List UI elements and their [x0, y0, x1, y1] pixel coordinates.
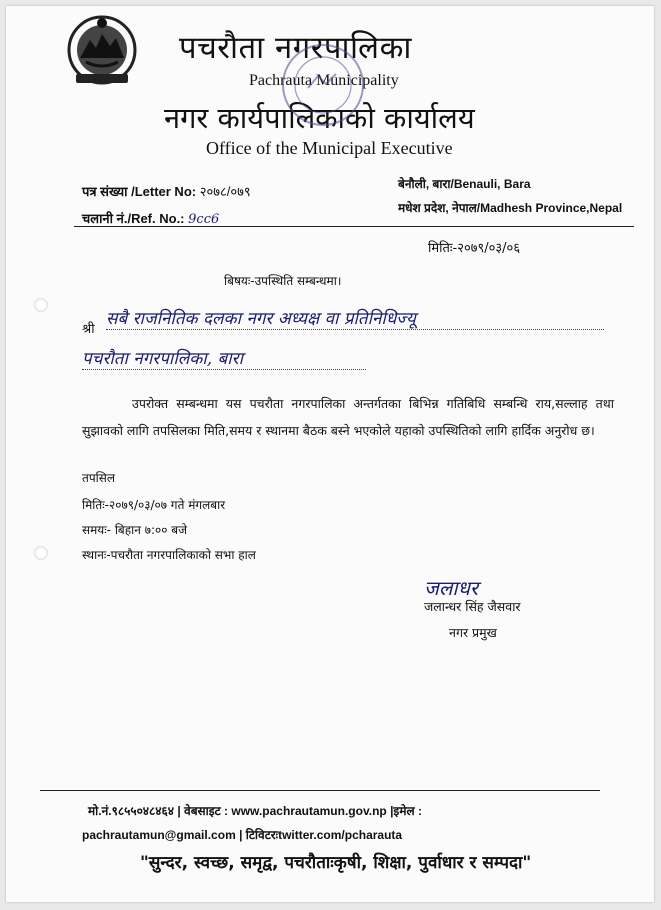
- reference-number-label: चलानी नं./Ref. No.:: [82, 211, 185, 226]
- letter-number: [82, 182, 251, 200]
- details-heading: तपसिल: [82, 471, 116, 485]
- letter-body: उपरोक्त सम्बन्धमा यस पचरौता नगरपालिका अन्तर्गतका बिभिन्न गतिबिधि सम्बन्धि राय,सल्लाह तथा सुझावको लागि तपसिलका मिति,समय र स्थानमा बैठक बस्ने भएकोले यहाको उपस्थितिको लागि हार्दिक अनुरोध छ।: [82, 396, 614, 438]
- meeting-date: मितिः-२०७९/०३/०७ गते मंगलबार: [82, 498, 226, 512]
- address-line-1: बेनौली, बारा/Benauli, Bara: [398, 177, 531, 191]
- handwritten-signature: जलाधर: [424, 576, 479, 600]
- letter-number-label: पत्र संख्या /Letter No:: [82, 184, 197, 199]
- municipality-title-en: Pachrauta Municipality: [249, 72, 399, 89]
- footer-divider: [40, 790, 600, 791]
- recipient-line-1: सबै राजनितिक दलका नगर अध्यक्ष वा प्रतिनिधिज्यू: [106, 306, 604, 330]
- nepal-emblem-icon: [66, 14, 138, 88]
- address-line-2: मधेश प्रदेश, नेपाल/Madhesh Province,Nepal: [398, 201, 623, 215]
- signatory-name: जलान्धर सिंह जैसवार: [424, 599, 521, 614]
- footer-contact-line-2: pachrautamun@gmail.com | टिविटरःtwitter.com/pcharauta: [82, 828, 403, 842]
- meeting-place: स्थानः-पचरौता नगरपालिकाको सभा हाल: [82, 548, 256, 562]
- reference-number-value: 9cc6: [188, 212, 220, 227]
- municipality-title-ne: पचरौता नगरपालिका: [179, 30, 412, 66]
- header-divider: [74, 226, 634, 227]
- municipality-motto: "सुन्दर, स्वच्छ, समृद्व, पचरौताःकृषी, शिक्षा, पुर्वाधार र सम्पदा": [140, 853, 532, 873]
- letter-date: मितिः-२०७९/०३/०६: [428, 241, 521, 256]
- letter-subject: बिषयः-उपस्थिति सम्बन्धमा।: [224, 274, 342, 288]
- office-title-ne: नगर कार्यपालिकाको कार्यालय: [164, 101, 475, 135]
- recipient-prefix: श्री: [82, 322, 95, 337]
- punch-hole: [34, 298, 48, 312]
- office-title-en: Office of the Municipal Executive: [206, 138, 453, 158]
- meeting-time: समयः- बिहान ७:०० बजे: [82, 523, 188, 537]
- punch-hole: [34, 546, 48, 560]
- official-stamp-icon: [278, 40, 368, 130]
- letter-page: [6, 6, 654, 902]
- signatory-title: नगर प्रमुख: [449, 625, 497, 640]
- footer-contact-line-1: मो.नं.९८५५०४८४६४ | वेबसाइट : www.pachrautamun.gov.np |इमेल :: [88, 804, 422, 818]
- recipient-line-2: पचरौता नगरपालिका, बारा: [82, 346, 366, 370]
- reference-number: [82, 209, 219, 227]
- letter-number-value: २०७८/०७९: [199, 184, 251, 199]
